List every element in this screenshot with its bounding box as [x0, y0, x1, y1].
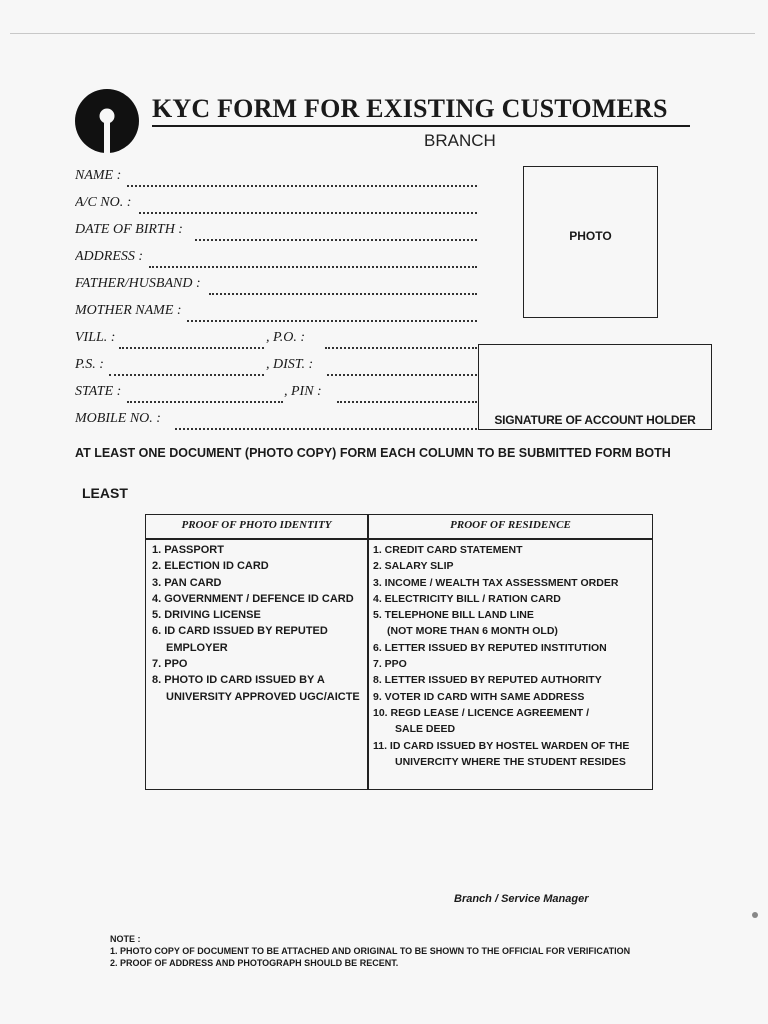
customer-details [75, 168, 477, 438]
bank-logo [74, 88, 140, 159]
proof-residence-list [373, 542, 629, 770]
list-item: 6. LETTER ISSUED BY REPUTED INSTITUTION [373, 641, 607, 654]
proof-residence-header: PROOF OF RESIDENCE [450, 519, 571, 531]
state-pin-field[interactable] [75, 384, 477, 411]
top-edge-line [10, 33, 755, 34]
list-item: 4. GOVERNMENT / DEFENCE ID CARD [152, 592, 354, 605]
list-item: UNIVERSITY APPROVED UGC/AICTE [166, 690, 360, 703]
field-label: DATE OF BIRTH : [75, 222, 183, 237]
header-divider [146, 538, 652, 540]
note-title: NOTE : [110, 934, 141, 944]
fill-line [327, 374, 477, 376]
paper-mark [752, 912, 758, 918]
name-field[interactable] [75, 168, 477, 195]
form-title: KYC FORM FOR EXISTING CUSTOMERS [152, 94, 668, 123]
fill-line [175, 428, 477, 430]
proof-table [145, 514, 653, 790]
fill-line [127, 401, 283, 403]
fill-line [127, 185, 477, 187]
field-label: A/C NO. : [75, 195, 132, 210]
list-item: 5. TELEPHONE BILL LAND LINE [373, 609, 534, 622]
list-item: 5. DRIVING LICENSE [152, 609, 261, 622]
field-label: MOTHER NAME : [75, 303, 182, 318]
fill-line [149, 266, 477, 268]
proof-identity-header: PROOF OF PHOTO IDENTITY [181, 519, 332, 531]
field-label: , DIST. : [266, 357, 314, 372]
field-label: STATE : [75, 384, 122, 399]
village-po-field[interactable] [75, 330, 477, 357]
photo-box[interactable] [523, 166, 658, 318]
ps-district-field[interactable] [75, 357, 477, 384]
document-instruction: AT LEAST ONE DOCUMENT (PHOTO COPY) FORM EACH COLUMN TO BE SUBMITTED FORM BOTH [75, 446, 671, 460]
fill-line [209, 293, 477, 295]
fill-line [195, 239, 477, 241]
list-item: (NOT MORE THAN 6 MONTH OLD) [387, 625, 558, 638]
list-item: 1. PASSPORT [152, 544, 224, 556]
fill-line [119, 347, 264, 349]
branch-label: BRANCH [424, 131, 496, 150]
list-item: EMPLOYER [166, 641, 228, 654]
signature-label: SIGNATURE OF ACCOUNT HOLDER [494, 413, 696, 427]
list-item: 7. PPO [373, 658, 407, 671]
column-divider [367, 515, 369, 789]
mother-name-field[interactable] [75, 303, 477, 330]
mobile-number-field[interactable] [75, 411, 477, 438]
fill-line [139, 212, 477, 214]
field-label: FATHER/HUSBAND : [75, 276, 201, 291]
note-line: 2. PROOF OF ADDRESS AND PHOTOGRAPH SHOULD BE RECENT. [110, 958, 399, 968]
list-item: 8. LETTER ISSUED BY REPUTED AUTHORITY [373, 674, 602, 687]
note-line: 1. PHOTO COPY OF DOCUMENT TO BE ATTACHED AND ORIGINAL TO BE SHOWN TO THE OFFICIAL FOR VERIFICATION [110, 946, 631, 956]
list-item: 2. ELECTION ID CARD [152, 560, 269, 573]
list-item: 6. ID CARD ISSUED BY REPUTED [152, 625, 328, 638]
manager-signature-label: Branch / Service Manager [454, 893, 589, 905]
list-item: 9. VOTER ID CARD WITH SAME ADDRESS [373, 690, 585, 703]
list-item: SALE DEED [395, 723, 456, 736]
list-item: 4. ELECTRICITY BILL / RATION CARD [373, 592, 561, 605]
field-label: MOBILE NO. : [75, 411, 161, 426]
list-item: 11. ID CARD ISSUED BY HOSTEL WARDEN OF THE [373, 739, 630, 752]
signature-box[interactable] [478, 344, 712, 430]
proof-identity-list [152, 542, 360, 705]
field-label: ADDRESS : [75, 249, 144, 264]
title-underline [152, 125, 690, 127]
list-item: 2. SALARY SLIP [373, 560, 454, 573]
date-of-birth-field[interactable] [75, 222, 477, 249]
list-item: 8. PHOTO ID CARD ISSUED BY A [152, 674, 325, 687]
fill-line [325, 347, 477, 349]
document-instruction-continued: LEAST [82, 485, 128, 501]
list-item: 10. REGD LEASE / LICENCE AGREEMENT / [373, 706, 590, 719]
field-label: , PIN : [284, 384, 322, 399]
list-item: 1. CREDIT CARD STATEMENT [373, 544, 523, 556]
fill-line [187, 320, 477, 322]
note-section [110, 933, 630, 969]
list-item: 3. PAN CARD [152, 576, 222, 589]
account-number-field[interactable] [75, 195, 477, 222]
address-field[interactable] [75, 249, 477, 276]
photo-label: PHOTO [569, 229, 612, 243]
fill-line [109, 374, 264, 376]
list-item: 3. INCOME / WEALTH TAX ASSESSMENT ORDER [373, 576, 619, 589]
field-label: , P.O. : [266, 330, 306, 345]
list-item: 7. PPO [152, 658, 188, 671]
list-item: UNIVERCITY WHERE THE STUDENT RESIDES [395, 755, 626, 768]
field-label: VILL. : [75, 330, 116, 345]
father-husband-field[interactable] [75, 276, 477, 303]
fill-line [337, 401, 477, 403]
field-label: P.S. : [75, 357, 104, 372]
field-label: NAME : [75, 168, 122, 183]
